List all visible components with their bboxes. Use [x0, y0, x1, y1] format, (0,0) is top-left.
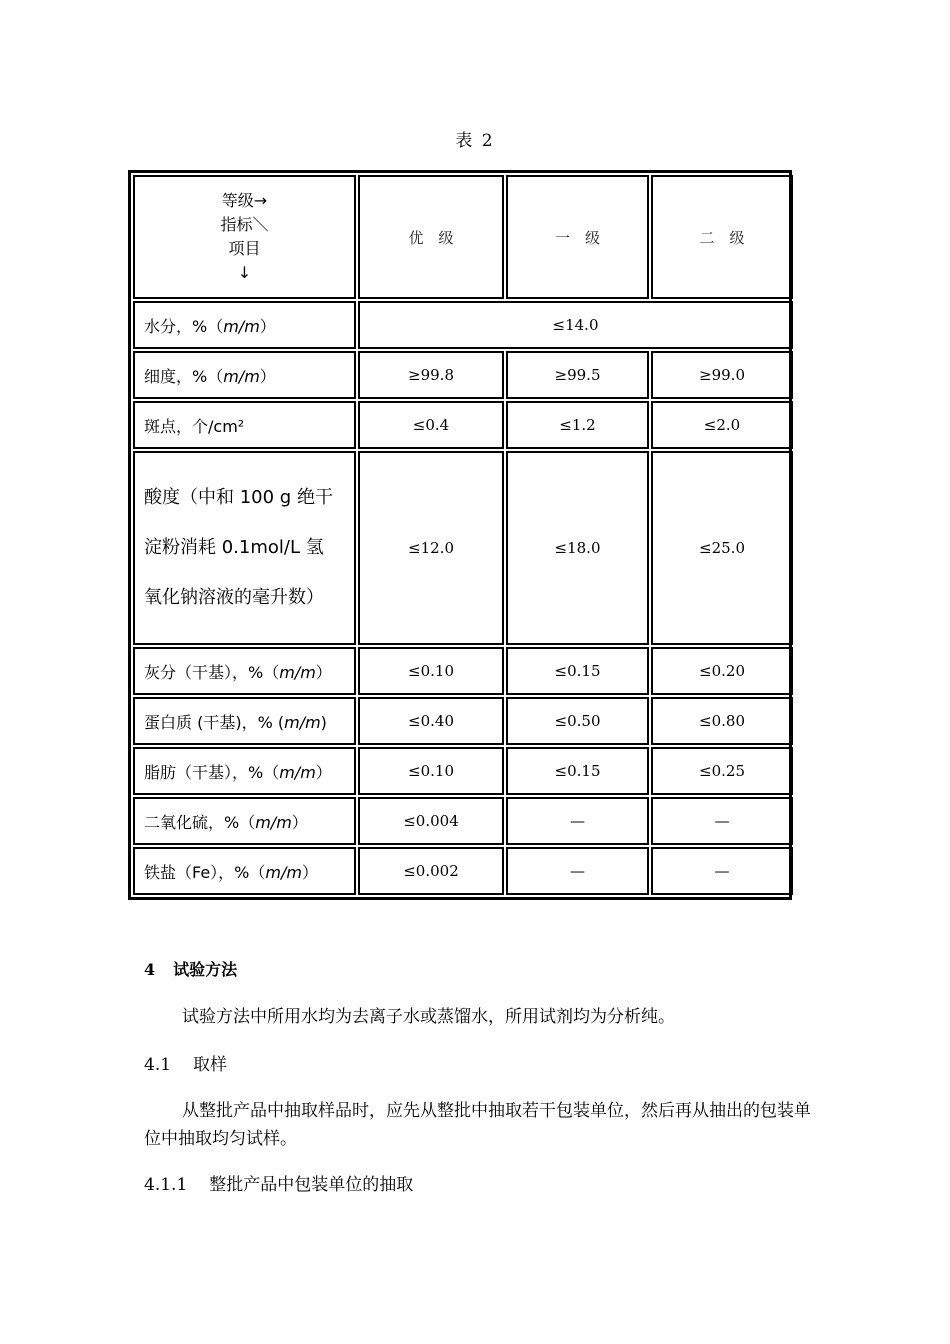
value-cell: ≤0.40: [358, 697, 504, 745]
label-line: 淀粉消耗 0.1mol/L 氢: [144, 537, 324, 558]
subsection-number: 4.1: [144, 1055, 172, 1075]
section-heading: [144, 957, 237, 980]
subsection-number: 4.1.1: [144, 1175, 188, 1195]
value-cell: —: [506, 797, 649, 845]
value-cell: ≤25.0: [651, 451, 793, 645]
row-label: 水分，%（m/m）: [133, 301, 356, 349]
value-cell: ≤1.2: [506, 401, 649, 449]
value-cell: —: [651, 797, 793, 845]
quality-table: [128, 170, 792, 900]
corner-line: 指标＼: [220, 215, 269, 234]
grade-header: 二 级: [651, 175, 793, 299]
value-cell: ≤0.10: [358, 747, 504, 795]
table-caption: 表 2: [455, 131, 495, 151]
corner-line: 等级→: [221, 191, 268, 210]
row-label: 铁盐（Fe），%（m/m）: [133, 847, 356, 895]
table-row: [133, 747, 793, 795]
row-label: [133, 451, 356, 645]
paragraph: 从整批产品中抽取样品时，应先从整批中抽取若干包装单位，然后再从抽出的包装单位中抽取均匀试样。: [144, 1101, 811, 1149]
row-label: 脂肪（干基），%（m/m）: [133, 747, 356, 795]
table-header-row: [133, 175, 793, 299]
header-corner-cell: [133, 175, 356, 299]
value-cell: ≤0.25: [651, 747, 793, 795]
section-number: 4: [144, 960, 156, 979]
subsection-title: 整批产品中包装单位的抽取: [209, 1175, 414, 1195]
table-row: [133, 401, 793, 449]
value-cell: ≤0.4: [358, 401, 504, 449]
value-cell: ≤0.002: [358, 847, 504, 895]
table-row: [133, 351, 793, 399]
value-cell: ≤18.0: [506, 451, 649, 645]
value-cell: ≤0.50: [506, 697, 649, 745]
row-label: 斑点，个/cm²: [133, 401, 356, 449]
label-line: 氧化钠溶液的毫升数）: [144, 587, 324, 608]
table-row: [133, 697, 793, 745]
grade-header: 一 级: [506, 175, 649, 299]
row-label: 灰分（干基），%（m/m）: [133, 647, 356, 695]
corner-line: ↓: [237, 263, 252, 282]
table-row: [133, 647, 793, 695]
value-cell: —: [651, 847, 793, 895]
table-row: [133, 451, 793, 645]
value-cell: ≤0.004: [358, 797, 504, 845]
value-cell: ≤0.10: [358, 647, 504, 695]
row-label: 细度，%（m/m）: [133, 351, 356, 399]
table-row: [133, 301, 793, 349]
table-row: [133, 797, 793, 845]
section-title: 试验方法: [173, 960, 238, 979]
subsection-heading: [144, 1170, 413, 1195]
value-cell: ≤0.15: [506, 647, 649, 695]
value-cell: ≤0.15: [506, 747, 649, 795]
row-label: 蛋白质 (干基)，% (m/m): [133, 697, 356, 745]
value-cell: ≤12.0: [358, 451, 504, 645]
paragraph: 试验方法中所用水均为去离子水或蒸馏水，所用试剂均为分析纯。: [182, 1007, 675, 1027]
value-cell: ≤0.80: [651, 697, 793, 745]
grade-header: 优 级: [358, 175, 504, 299]
label-line: 酸度（中和 100 g 绝干: [144, 487, 333, 508]
table-row: [133, 847, 793, 895]
merged-value-cell: ≤14.0: [358, 301, 793, 349]
value-cell: ≤2.0: [651, 401, 793, 449]
corner-line: 项目: [228, 239, 261, 258]
subsection-heading: [144, 1050, 227, 1075]
value-cell: ≤0.20: [651, 647, 793, 695]
value-cell: —: [506, 847, 649, 895]
value-cell: ≥99.5: [506, 351, 649, 399]
subsection-title: 取样: [193, 1055, 228, 1075]
value-cell: ≥99.8: [358, 351, 504, 399]
row-label: 二氧化硫，%（m/m）: [133, 797, 356, 845]
value-cell: ≥99.0: [651, 351, 793, 399]
